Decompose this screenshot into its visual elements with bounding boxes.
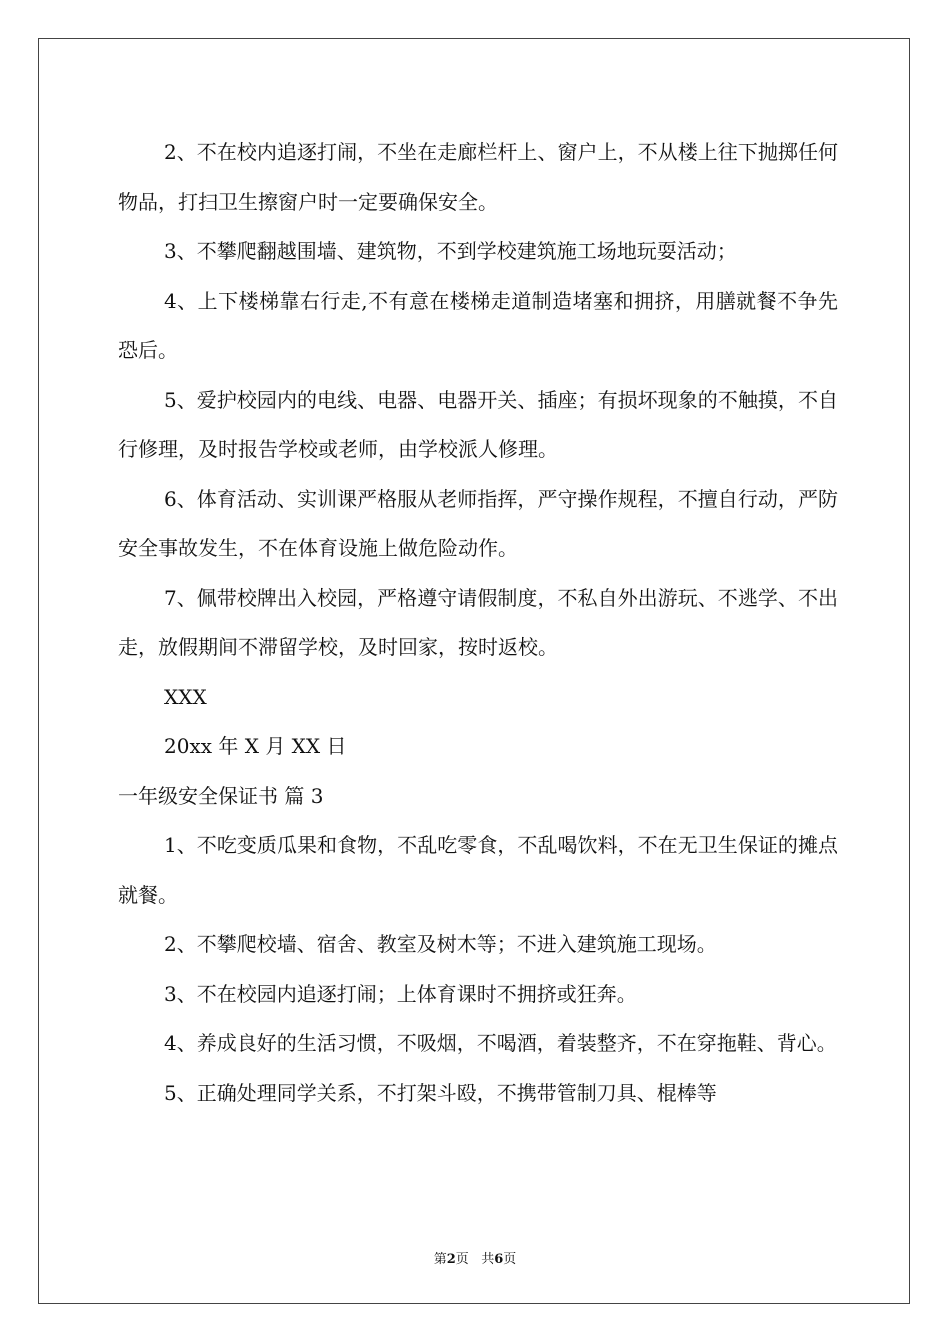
total-suffix: 页	[503, 1252, 517, 1267]
document-body	[118, 128, 838, 1118]
paragraph: 5、爱护校园内的电线、电器、电器开关、插座；有损坏现象的不触摸，不自行修理，及时报告学校或老师，由学校派人修理。	[118, 387, 838, 461]
total-prefix: 共	[481, 1252, 495, 1267]
total-pages: 6	[494, 1252, 504, 1267]
signature-date: 20xx 年 X 月 XX 日	[164, 734, 347, 758]
page-suffix: 页	[455, 1252, 469, 1267]
section-heading: 一年级安全保证书 篇 3	[118, 783, 324, 808]
paragraph: 6、体育活动、实训课严格服从老师指挥，严守操作规程，不擅自行动，严防安全事故发生，不在体育设施上做危险动作。	[118, 486, 838, 560]
paragraph: 1、不吃变质瓜果和食物，不乱吃零食，不乱喝饮料，不在无卫生保证的摊点就餐。	[118, 833, 838, 907]
page-footer	[0, 1248, 950, 1267]
paragraph: 3、不在校园内追逐打闹；上体育课时不拥挤或狂奔。	[164, 981, 637, 1006]
page-prefix: 第	[433, 1252, 447, 1267]
paragraph: 7、佩带校牌出入校园，严格遵守请假制度，不私自外出游玩、不逃学、不出走，放假期间不滞留学校，及时回家，按时返校。	[118, 585, 838, 659]
paragraph: 2、不攀爬校墙、宿舍、教室及树木等；不进入建筑施工现场。	[164, 932, 717, 956]
signature-name: XXX	[164, 684, 207, 709]
paragraph: 4、养成良好的生活习惯，不吸烟，不喝酒，着装整齐，不在穿拖鞋、背心。	[164, 1031, 837, 1055]
paragraph: 4、上下楼梯靠右行走,不有意在楼梯走道制造堵塞和拥挤，用膳就餐不争先恐后。	[118, 288, 838, 362]
page-number: 2	[446, 1252, 456, 1267]
paragraph: 2、不在校内追逐打闹，不坐在走廊栏杆上、窗户上，不从楼上往下抛掷任何物品，打扫卫生擦窗户时一定要确保安全。	[118, 140, 838, 214]
paragraph: 5、正确处理同学关系，不打架斗殴，不携带管制刀具、棍棒等	[164, 1080, 717, 1105]
paragraph: 3、不攀爬翻越围墙、建筑物，不到学校建筑施工场地玩耍活动；	[164, 239, 737, 263]
